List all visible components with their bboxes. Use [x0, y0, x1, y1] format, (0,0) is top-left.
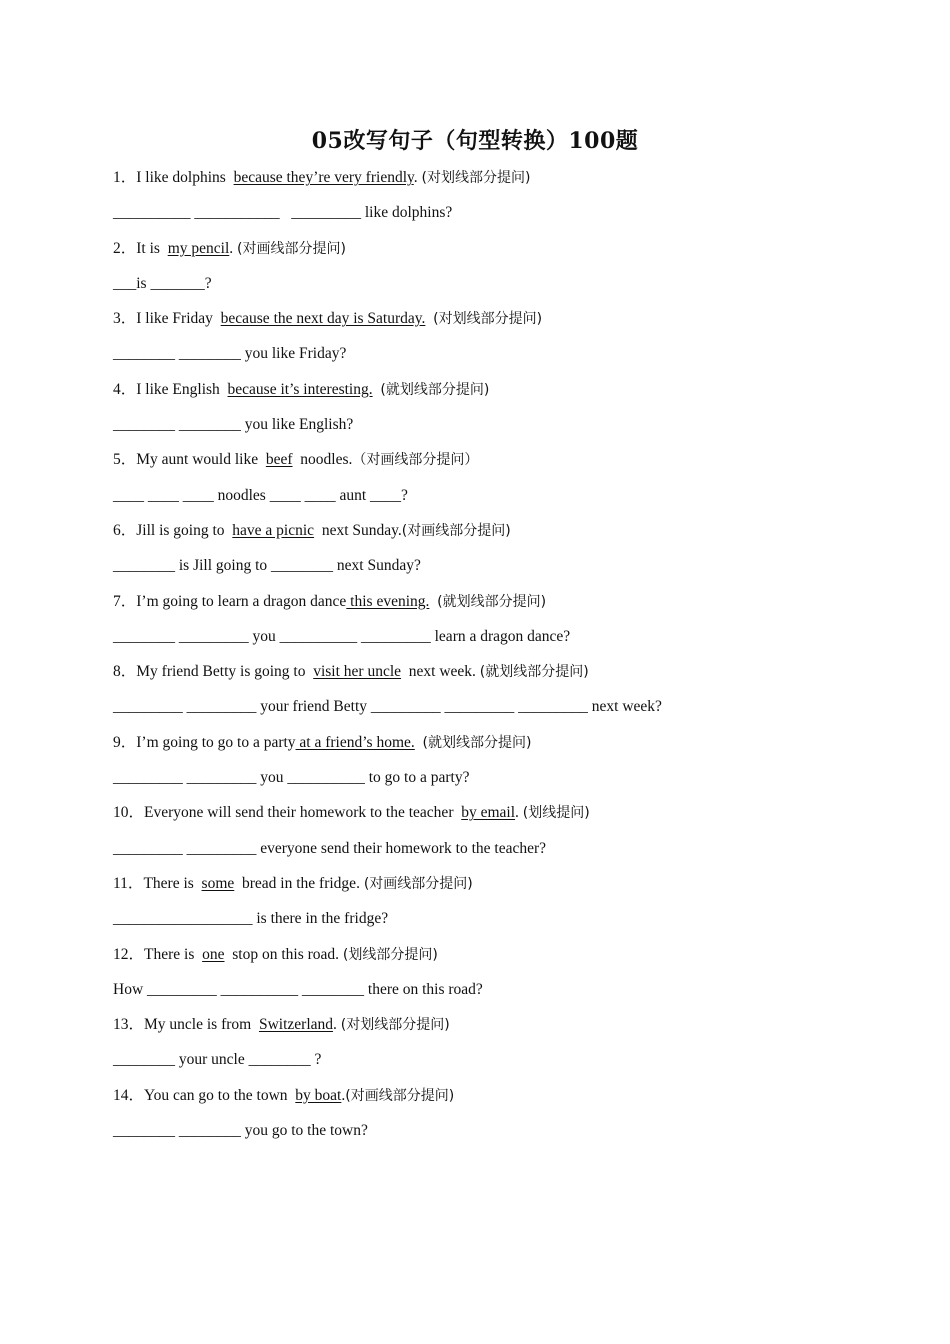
question-5 [113, 447, 913, 482]
question-number: 14． [113, 1086, 145, 1104]
answer-line-13: ________ your uncle ________ ? [113, 1051, 322, 1069]
underlined-phrase: beef [265, 451, 293, 469]
answer-line-11: __________________ is there in the fridge? [113, 910, 389, 928]
question-text: Everyone will send their homework to the teacher [144, 804, 462, 822]
question-hint: （对画线部分提问） [352, 452, 479, 469]
question-number: 6． [113, 521, 137, 539]
question-hint: (就划线部分提问) [437, 593, 547, 610]
page-title: 05改写句子（句型转换）100题 [311, 128, 639, 154]
question-text-after: stop on this road. [224, 945, 343, 963]
question-text-after: next Sunday. [314, 521, 402, 539]
question-text: I like English [136, 380, 228, 398]
answer-line-2: ___is _______? [113, 274, 212, 292]
answer-line-1: __________ ___________ _________ like dolphins? [113, 204, 453, 222]
question-hint: (划线提问) [522, 805, 590, 822]
question-text: There is [144, 945, 203, 963]
underlined-phrase: because the next day is Saturday. [220, 310, 426, 328]
underlined-phrase: visit her uncle [313, 663, 402, 681]
question-number: 9． [113, 733, 137, 751]
question-hint: (对画线部分提问) [237, 240, 346, 257]
question-10 [113, 800, 913, 835]
question-number: 5． [113, 451, 137, 469]
underlined-phrase: by boat [295, 1086, 342, 1104]
question-hint: (划线部分提问) [342, 946, 438, 963]
question-text: You can go to the town [144, 1086, 296, 1104]
answer-line-10: _________ _________ everyone send their homework to the teacher? [113, 839, 547, 857]
question-3 [113, 306, 913, 341]
question-number: 2． [113, 239, 137, 257]
question-text-after [425, 310, 433, 327]
underlined-phrase: by email [461, 804, 516, 822]
question-7 [113, 589, 913, 624]
question-hint: (就划线部分提问) [380, 381, 490, 398]
underlined-phrase: have a picnic [232, 521, 315, 539]
question-8 [113, 659, 913, 694]
answer-line-5: ____ ____ ____ noodles ____ ____ aunt ____? [113, 486, 408, 504]
question-text: My uncle is from [144, 1016, 259, 1034]
question-text: There is [143, 874, 202, 892]
question-text-after: noodles. [292, 451, 353, 469]
underlined-phrase: because they’re very friendly [233, 169, 414, 186]
question-text-after: . [341, 1086, 346, 1104]
question-6 [113, 518, 913, 553]
underlined-phrase: one [202, 945, 225, 963]
question-text-after: . [333, 1016, 341, 1034]
question-text: I like dolphins [136, 169, 234, 186]
question-hint: (对画线部分提问) [345, 1087, 455, 1104]
question-number: 8． [113, 663, 137, 681]
underlined-phrase: some [201, 874, 235, 892]
question-12 [113, 942, 913, 977]
question-number: 10． [113, 804, 145, 822]
answer-line-7: ________ _________ you __________ _________ learn a dragon dance? [113, 627, 571, 645]
question-4 [113, 377, 913, 412]
question-text-after: . [229, 239, 238, 257]
question-text-after: . [413, 169, 422, 186]
question-hint: (对划线部分提问) [433, 311, 543, 328]
answer-line-12: How _________ __________ ________ there on this road? [113, 980, 483, 998]
question-text: I like Friday [136, 310, 221, 328]
question-text: I’m going to go to a party [136, 733, 296, 751]
underlined-phrase: my pencil [167, 239, 230, 257]
question-number: 13． [113, 1016, 145, 1034]
underlined-phrase: this evening. [346, 592, 430, 610]
question-11 [113, 871, 913, 906]
question-text: My friend Betty is going to [136, 663, 314, 681]
question-text: It is [136, 239, 168, 257]
question-number: 3． [113, 310, 137, 328]
question-number: 1． [113, 169, 137, 186]
answer-line-14: ________ ________ you go to the town? [113, 1122, 368, 1140]
question-text: I’m going to learn a dragon dance [136, 592, 347, 610]
question-text-after [415, 734, 423, 751]
underlined-phrase: Switzerland [258, 1016, 334, 1034]
question-2 [113, 236, 913, 271]
answer-line-8: _________ _________ your friend Betty _________ _________ _________ next week? [113, 698, 662, 716]
question-text: My aunt would like [136, 451, 266, 469]
question-14 [113, 1083, 913, 1118]
question-text-after: . [515, 804, 523, 822]
answer-line-9: _________ _________ you __________ to go to a party? [113, 769, 470, 787]
question-number: 7． [113, 592, 137, 610]
question-hint: (就划线部分提问) [422, 734, 532, 751]
question-hint: (对划线部分提问) [421, 170, 531, 186]
question-hint: (对画线部分提问) [401, 522, 511, 539]
question-hint: (对画线部分提问) [363, 875, 473, 892]
question-9 [113, 730, 913, 765]
underlined-phrase: because it’s interesting. [227, 380, 373, 398]
underlined-phrase: at a friend’s home. [295, 733, 415, 751]
answer-line-6: ________ is Jill going to ________ next Sunday? [113, 557, 421, 575]
question-hint: (就划线部分提问) [479, 664, 589, 681]
question-13 [113, 1012, 913, 1047]
question-number: 4． [113, 380, 137, 398]
question-text-after: bread in the fridge. [234, 874, 364, 892]
answer-line-4: ________ ________ you like English? [113, 416, 354, 434]
question-number: 12． [113, 945, 145, 963]
question-hint: (对划线部分提问) [340, 1017, 450, 1034]
question-text: Jill is going to [136, 521, 233, 539]
question-text-after [429, 593, 437, 610]
question-1 [113, 165, 913, 200]
question-list [113, 165, 913, 1153]
question-number: 11． [113, 874, 144, 892]
answer-line-3: ________ ________ you like Friday? [113, 345, 347, 363]
question-text-after: next week. [401, 663, 480, 681]
